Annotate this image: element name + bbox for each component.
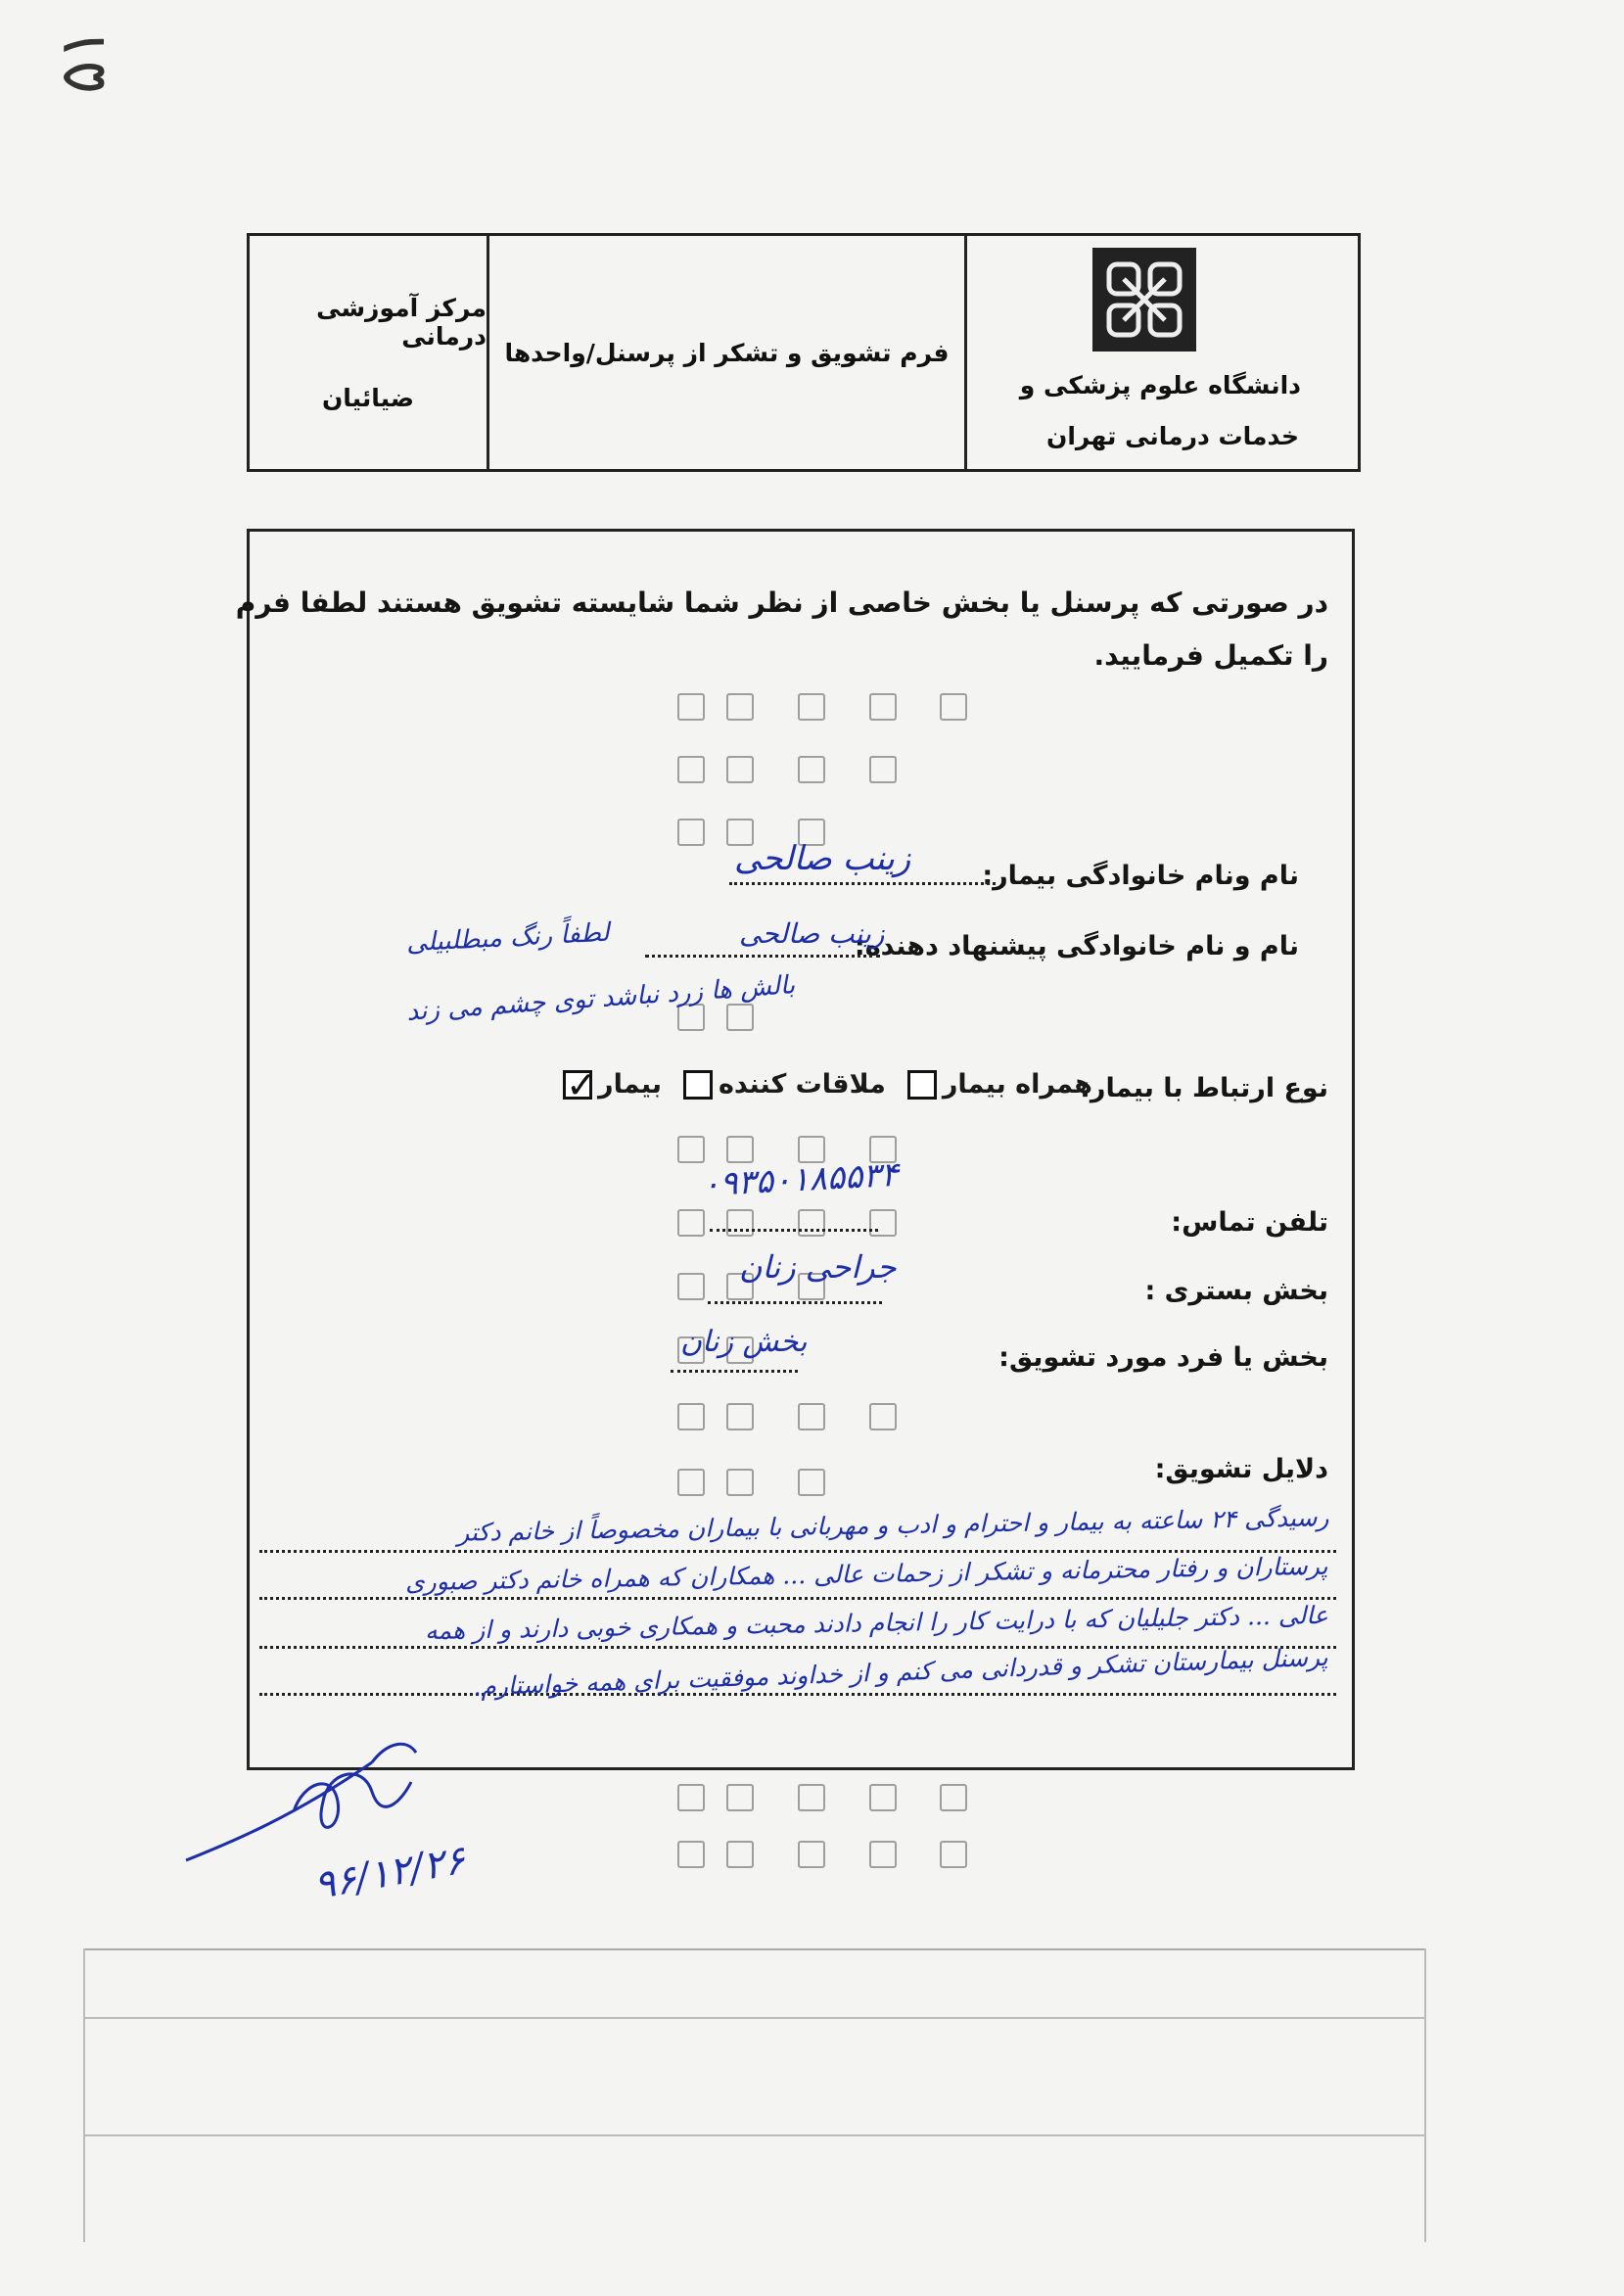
form-header — [247, 233, 1361, 472]
reasons-text-4[interactable]: پرسنل بیمارستان تشکر و قدردانی می کنم و از خداوند موفقیت برای همه خواستارم. — [472, 1642, 1329, 1702]
feedback-form — [235, 529, 1355, 1770]
relation-companion-checkbox[interactable] — [907, 1070, 937, 1100]
center-name-cell — [250, 236, 489, 469]
ward-line — [708, 1301, 882, 1304]
ghost-checkbox — [798, 1841, 825, 1868]
patient-name-line — [729, 882, 996, 885]
reasons-line-1 — [259, 1550, 1336, 1553]
relation-option-visitor[interactable] — [683, 1069, 886, 1100]
reasons-text-1[interactable]: رسیدگی ۲۴ ساعته به بیمار و احترام و ادب و مهربانی با بیماران مخصوصاً از خانم دکتر — [456, 1503, 1329, 1547]
signature-date: ۹۶/۱۲/۲۶ — [310, 1837, 469, 1909]
target-label: بخش یا فرد مورد تشویق: — [998, 1342, 1328, 1373]
proposer-note-line1: لطفاً رنگ مبطلبیلی — [405, 917, 611, 959]
proposer-label: نام و نام خانوادگی پیشنهاد دهنده: — [854, 931, 1299, 961]
relation-companion-label: همراه بیمار — [942, 1069, 1092, 1100]
proposer-field[interactable]: زینب صالحی — [739, 917, 885, 950]
page-number: ۵۱ — [47, 26, 119, 94]
ghost-rule — [1424, 1948, 1426, 2242]
ghost-rule — [83, 2134, 1424, 2136]
relation-patient-checkbox[interactable] — [563, 1070, 592, 1100]
ghost-checkbox — [940, 1841, 967, 1868]
university-name-line1: دانشگاه علوم پزشکی و — [1019, 371, 1301, 399]
university-logo-icon — [1092, 248, 1196, 351]
target-field[interactable]: بخش زنان — [680, 1325, 808, 1359]
relation-option-patient[interactable] — [563, 1069, 662, 1100]
ward-label: بخش بستری : — [1144, 1276, 1328, 1306]
ghost-checkbox — [726, 1784, 754, 1811]
patient-name-field[interactable]: زینب صالحی — [734, 839, 911, 878]
ghost-checkbox — [726, 1841, 754, 1868]
proposer-note-line2: بالش ها زرد نباشد توی چشم می زند — [405, 970, 797, 1027]
reasons-line-4 — [259, 1693, 1336, 1696]
center-name-line2: ضیائیان — [321, 383, 415, 412]
relation-options — [563, 1069, 1092, 1100]
relation-option-companion[interactable] — [907, 1069, 1092, 1100]
university-cell — [967, 236, 1358, 469]
center-name-line1: مرکز آموزشی درمانی — [316, 293, 487, 351]
patient-signature — [176, 1723, 431, 1870]
ghost-checkbox — [869, 1784, 897, 1811]
form-title: فرم تشویق و تشکر از پرسنل/واحدها — [504, 338, 950, 367]
relation-visitor-checkbox[interactable] — [683, 1070, 713, 1100]
reasons-line-2 — [259, 1597, 1336, 1600]
reasons-label: دلایل تشویق: — [1154, 1454, 1328, 1484]
ghost-rule — [83, 1948, 85, 2242]
ghost-checkbox — [869, 1841, 897, 1868]
ghost-rule — [83, 1948, 1424, 1950]
ghost-checkbox — [677, 1841, 705, 1868]
ghost-checkbox — [798, 1784, 825, 1811]
form-title-cell — [489, 236, 967, 469]
intro-line1: در صورتی که پرسنل یا بخش خاصی از نظر شما شایسته تشویق هستند لطفا فرم — [235, 586, 1328, 619]
proposer-line — [645, 955, 880, 958]
target-line — [671, 1370, 798, 1373]
ghost-checkbox — [940, 1784, 967, 1811]
relation-patient-label: بیمار — [598, 1069, 662, 1100]
reasons-text-2[interactable]: پرستاران و رفتار محترمانه و تشکر از زحمات عالی ... همکاران که همراه خانم دکتر صبوری — [405, 1551, 1329, 1597]
reasons-text-3[interactable]: عالی ... دکتر جلیلیان که با درایت کار را انجام دادند محبت و همکاری خوبی دارند و از همه — [424, 1600, 1329, 1646]
ghost-rule — [83, 2017, 1424, 2019]
university-name-line2: خدمات درمانی تهران — [1046, 422, 1299, 450]
intro-line2: را تکمیل فرمایید. — [1093, 639, 1328, 672]
relation-visitor-label: ملاقات کننده — [718, 1069, 886, 1100]
phone-field[interactable]: ۰۹۳۵۰۱۸۵۵۳۴ — [701, 1154, 900, 1205]
ghost-checkbox — [677, 1784, 705, 1811]
relation-label: نوع ارتباط با بیمار: — [1080, 1073, 1328, 1103]
ward-field[interactable]: جراحی زنان — [739, 1248, 897, 1286]
phone-line — [710, 1229, 878, 1232]
phone-label: تلفن تماس: — [1171, 1207, 1328, 1238]
patient-name-label: نام ونام خانوادگی بیمار: — [982, 861, 1299, 891]
